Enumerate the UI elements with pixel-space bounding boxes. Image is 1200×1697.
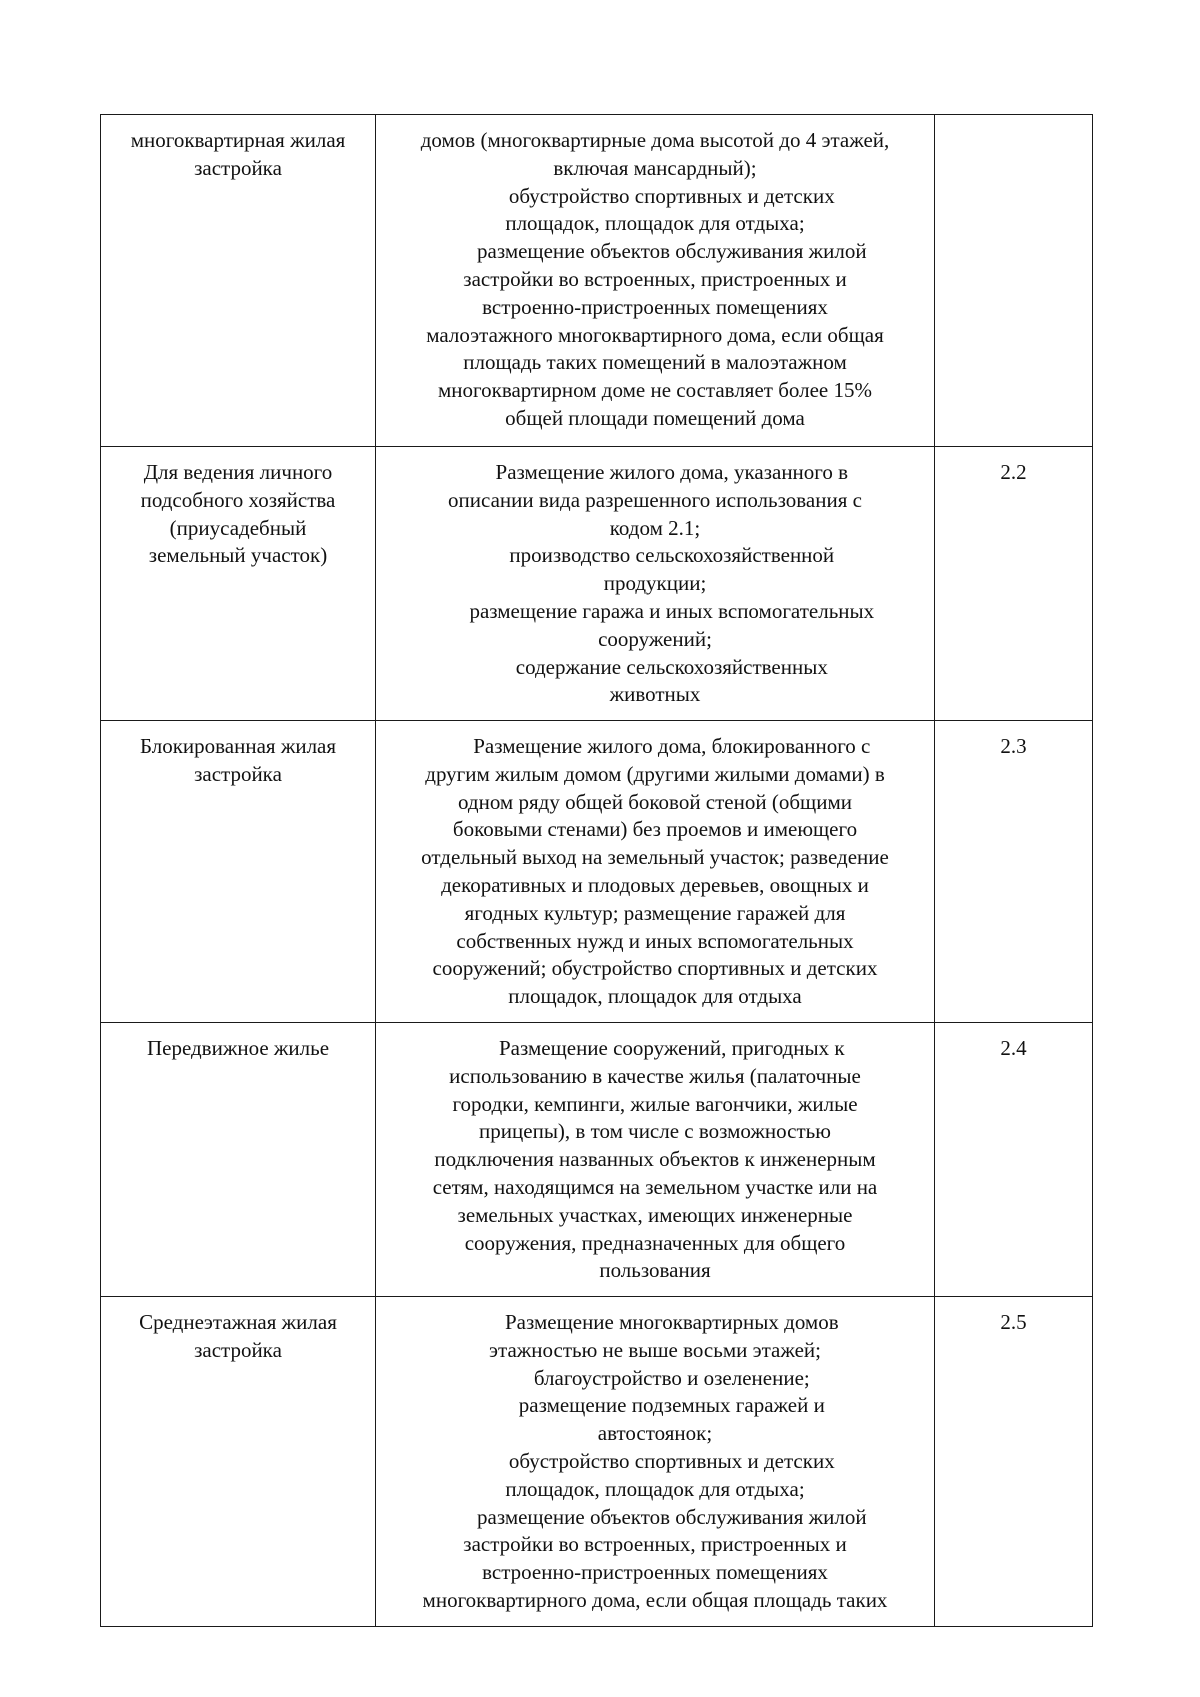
name-line: подсобного хозяйства xyxy=(140,487,336,512)
description-line: одном ряду общей боковой стеной (общими xyxy=(458,789,852,814)
description-line: общей площади помещений дома xyxy=(505,405,805,430)
name-line: земельный участок) xyxy=(148,543,328,568)
description-line: площадок, площадок для отдыха xyxy=(508,984,802,1009)
description-line: площадок, площадок для отдыха; xyxy=(505,1476,805,1501)
description-line: встроенно-пристроенных помещениях xyxy=(482,294,828,319)
description-line: сооружений; обустройство спортивных и детских xyxy=(432,956,878,981)
use-type-name xyxy=(101,115,376,447)
use-type-name xyxy=(101,1297,376,1627)
description-line: пользования xyxy=(599,1258,711,1283)
description-line: отдельный выход на земельный участок; разведение xyxy=(421,845,889,870)
table-row xyxy=(101,115,1093,447)
use-type-code: 2.2 xyxy=(935,447,1093,721)
name-line: многоквартирная жилая xyxy=(130,128,346,152)
description-line: земельных участках, имеющих инженерные xyxy=(457,1202,853,1227)
description-line: автостоянок; xyxy=(597,1421,713,1446)
description-line: животных xyxy=(609,682,701,707)
description-line: Размещение жилого дома, блокированного с xyxy=(473,734,871,758)
use-type-description xyxy=(376,1023,935,1297)
name-line: застройка xyxy=(194,155,282,180)
description-line: сооружений; xyxy=(598,626,712,651)
name-line: застройка xyxy=(194,761,282,786)
use-type-code: 2.4 xyxy=(935,1023,1093,1297)
table-row xyxy=(101,447,1093,721)
name-line: (приусадебный xyxy=(169,515,307,540)
use-type-code: 2.5 xyxy=(935,1297,1093,1627)
use-type-name xyxy=(101,447,376,721)
use-type-description xyxy=(376,447,935,721)
use-type-description xyxy=(376,1297,935,1627)
land-use-table xyxy=(100,114,1093,1627)
description-line: продукции; xyxy=(603,571,707,596)
description-line: обустройство спортивных и детских xyxy=(508,1448,835,1473)
name-line: Блокированная жилая xyxy=(139,734,337,758)
description-line: городки, кемпинги, жилые вагончики, жилые xyxy=(452,1091,858,1116)
description-line: малоэтажного многоквартирного дома, если общая xyxy=(426,322,884,347)
description-line: благоустройство и озеленение; xyxy=(533,1365,810,1390)
description-line: размещение объектов обслуживания жилой xyxy=(477,1504,867,1529)
description-line: этажностью не выше восьми этажей; xyxy=(489,1337,821,1362)
description-line: использованию в качестве жилья (палаточные xyxy=(449,1063,861,1088)
description-line: Размещение сооружений, пригодных к xyxy=(498,1036,845,1060)
description-line: размещение объектов обслуживания жилой xyxy=(477,239,867,264)
description-line: включая мансардный); xyxy=(553,155,757,180)
table-row xyxy=(101,1297,1093,1627)
description-line: обустройство спортивных и детских xyxy=(508,183,835,208)
description-line: ягодных культур; размещение гаражей для xyxy=(464,900,846,925)
description-line: площадь таких помещений в малоэтажном xyxy=(463,350,847,375)
description-line: Размещение многоквартирных домов xyxy=(504,1310,839,1334)
description-line: размещение гаража и иных вспомогательных xyxy=(469,598,875,623)
description-line: описании вида разрешенного использования с xyxy=(448,487,862,512)
table-row xyxy=(101,1023,1093,1297)
use-type-name xyxy=(101,721,376,1023)
description-line: сооружения, предназначенных для общего xyxy=(464,1230,846,1255)
description-line: декоративных и плодовых деревьев, овощных и xyxy=(441,872,869,897)
description-line: многоквартирном доме не составляет более 15% xyxy=(438,378,872,403)
name-line: Для ведения личного xyxy=(143,460,333,484)
use-type-code xyxy=(935,115,1093,447)
description-line: размещение подземных гаражей и xyxy=(518,1393,825,1418)
description-line: содержание сельскохозяйственных xyxy=(515,654,828,679)
description-line: собственных нужд и иных вспомогательных xyxy=(456,928,854,953)
description-line: боковыми стенами) без проемов и имеющего xyxy=(452,817,858,842)
description-line: застройки во встроенных, пристроенных и xyxy=(463,1532,847,1557)
description-line: другим жилым домом (другими жилыми домами) в xyxy=(425,761,885,786)
description-line: сетям, находящимся на земельном участке или на xyxy=(432,1174,878,1199)
use-type-description xyxy=(376,115,935,447)
use-type-description xyxy=(376,721,935,1023)
description-line: домов (многоквартирные дома высотой до 4 этажей, xyxy=(420,128,890,152)
use-type-code: 2.3 xyxy=(935,721,1093,1023)
description-line: прицепы), в том числе с возможностью xyxy=(479,1119,831,1144)
description-line: застройки во встроенных, пристроенных и xyxy=(463,266,847,291)
description-line: кодом 2.1; xyxy=(609,515,701,540)
description-line: площадок, площадок для отдыха; xyxy=(505,211,805,236)
description-line: встроенно-пристроенных помещениях xyxy=(482,1560,828,1585)
name-line: Среднеэтажная жилая xyxy=(139,1310,337,1334)
description-line: производство сельскохозяйственной xyxy=(509,543,835,568)
description-line: подключения названных объектов к инженерным xyxy=(434,1147,876,1172)
use-type-name xyxy=(101,1023,376,1297)
name-line: Передвижное жилье xyxy=(146,1036,330,1060)
description-line: многоквартирного дома, если общая площадь таких xyxy=(422,1587,888,1612)
table-row xyxy=(101,721,1093,1023)
name-line: застройка xyxy=(194,1337,282,1362)
description-line: Размещение жилого дома, указанного в xyxy=(495,460,849,484)
